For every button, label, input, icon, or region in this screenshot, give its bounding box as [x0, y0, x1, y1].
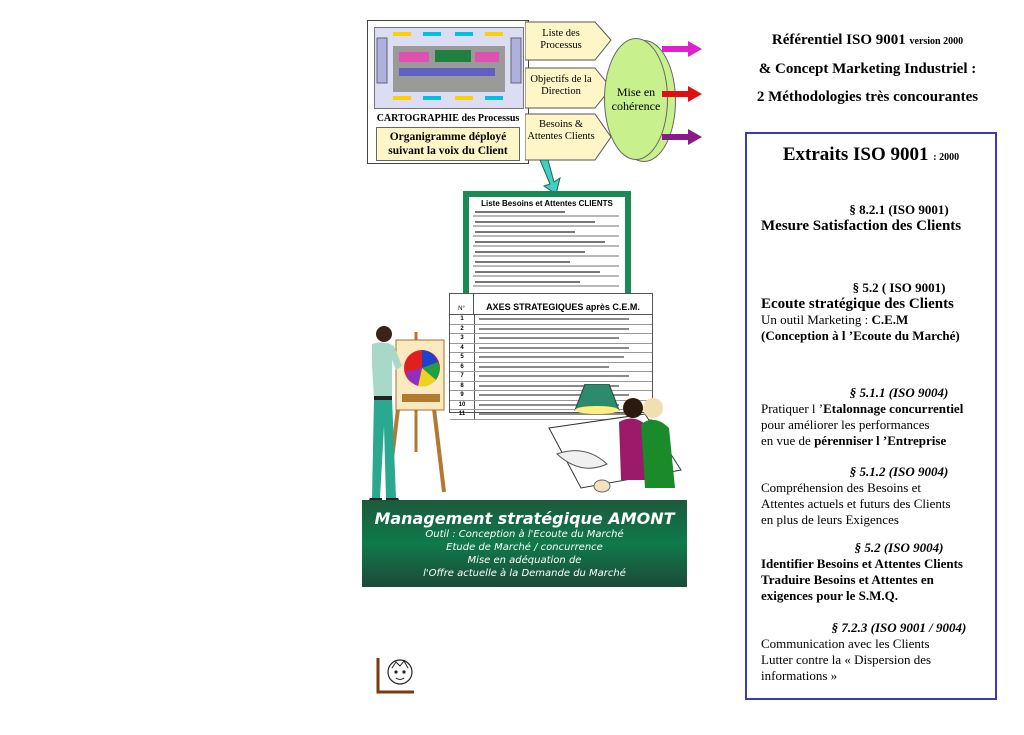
axes-row-number: 11 [450, 410, 475, 419]
axes-row-number: 9 [450, 391, 475, 400]
section-5-1-1: § 5.1.1 (ISO 9004) Pratiquer l ’Etalonnage concurrentiel pour améliorer les performances en vue de pérenniser l ’Entreprise [761, 385, 964, 448]
axes-row-text [479, 318, 629, 320]
axes-row-number: 10 [450, 401, 475, 410]
client-needs-list-title: Liste Besoins et Attentes CLIENTS [481, 199, 613, 208]
axes-row-number: 1 [450, 315, 475, 324]
pentagon-process-list: Liste des Processus [540, 28, 582, 51]
axes-header [450, 294, 652, 315]
client-needs-list-sheet [469, 197, 625, 293]
header-line-1: Référentiel ISO 9001 version 2000 [771, 32, 964, 48]
arrow-purple-icon [662, 129, 702, 145]
axes-row-text [479, 366, 609, 368]
axes-row-number: 5 [450, 353, 475, 362]
axes-row-text [479, 328, 629, 330]
section-5-2-9004: § 5.2 (ISO 9004) Identifier Besoins et Attentes Clients Traduire Besoins et Attentes en exigences pour le S.M.Q. [761, 540, 963, 603]
axes-row-number: 7 [450, 372, 475, 381]
axes-row-number: 3 [450, 334, 475, 343]
management-title: Management stratégique AMONT [374, 509, 675, 528]
axes-row [450, 315, 652, 325]
axes-row [450, 334, 652, 344]
management-line-1: Outil : Conception à l'Ecoute du Marché [425, 529, 624, 540]
axes-row [450, 353, 652, 363]
process-map-thumbnail [374, 27, 524, 109]
axes-row-text [479, 356, 624, 358]
axes-row [450, 363, 652, 373]
section-5-2-9001: § 5.2 ( ISO 9001) Ecoute stratégique des Clients Un outil Marketing : C.E.M (Conception à l ’Ecoute du Marché) [761, 280, 960, 343]
designers-illustration [545, 384, 685, 496]
cartography-diagram [367, 20, 529, 164]
section-8-2-1: § 8.2.1 (ISO 9001) Mesure Satisfaction des Clients [761, 202, 962, 234]
management-banner [362, 500, 687, 587]
section-5-1-2: § 5.1.2 (ISO 9004) Compréhension des Besoins et Attentes actuels et futurs des Clients en plus de leurs Exigences [761, 464, 951, 527]
axes-row-text [479, 347, 629, 349]
management-line-2: Etude de Marché / concurrence [446, 542, 603, 553]
process-map-graphic [375, 28, 523, 108]
client-needs-list [463, 191, 631, 299]
pentagon-client-needs: Besoins & Attentes Clients [527, 119, 595, 142]
cartography-label: CARTOGRAPHIE des Processus [376, 113, 520, 124]
management-line-3: Mise en adéquation de [467, 555, 582, 566]
presenter-illustration [366, 322, 458, 512]
output-arrows [662, 38, 704, 148]
axes-title: AXES STRATEGIQUES après C.E.M. [486, 302, 640, 312]
axes-row [450, 344, 652, 354]
axes-row [450, 372, 652, 382]
axes-row [450, 325, 652, 335]
logo-icon [374, 654, 422, 696]
client-needs-lines [469, 208, 625, 290]
axes-row-number: 8 [450, 382, 475, 391]
arrow-red-icon [662, 86, 702, 102]
pentagon-objectives: Objectifs de la Direction [530, 74, 592, 97]
axes-row-number: 2 [450, 325, 475, 334]
section-7-2-3: § 7.2.3 (ISO 9001 / 9004) Communication avec les Clients Lutter contre la « Dispersion des informations » [761, 620, 967, 683]
arrow-magenta-icon [662, 41, 702, 57]
extracts-title: Extraits ISO 9001 : 2000 [782, 144, 960, 165]
axes-row-number: 6 [450, 363, 475, 372]
header-line-3: 2 Méthodologies très concourantes [756, 89, 979, 105]
organigram-label: Organigramme déployé suivant la voix du Client [376, 127, 520, 161]
coherence-ellipse: Mise en cohérence [604, 38, 668, 160]
management-line-4: l'Offre actuelle à la Demande du Marché [423, 568, 626, 579]
axes-row-text [479, 337, 619, 339]
axes-row-text [479, 375, 629, 377]
header-line-2: & Concept Marketing Industriel : [758, 61, 977, 77]
designers-people-icon [619, 398, 675, 488]
axes-row-number: 4 [450, 344, 475, 353]
extracts-box [745, 132, 997, 700]
axes-number-header: N° [450, 294, 474, 314]
